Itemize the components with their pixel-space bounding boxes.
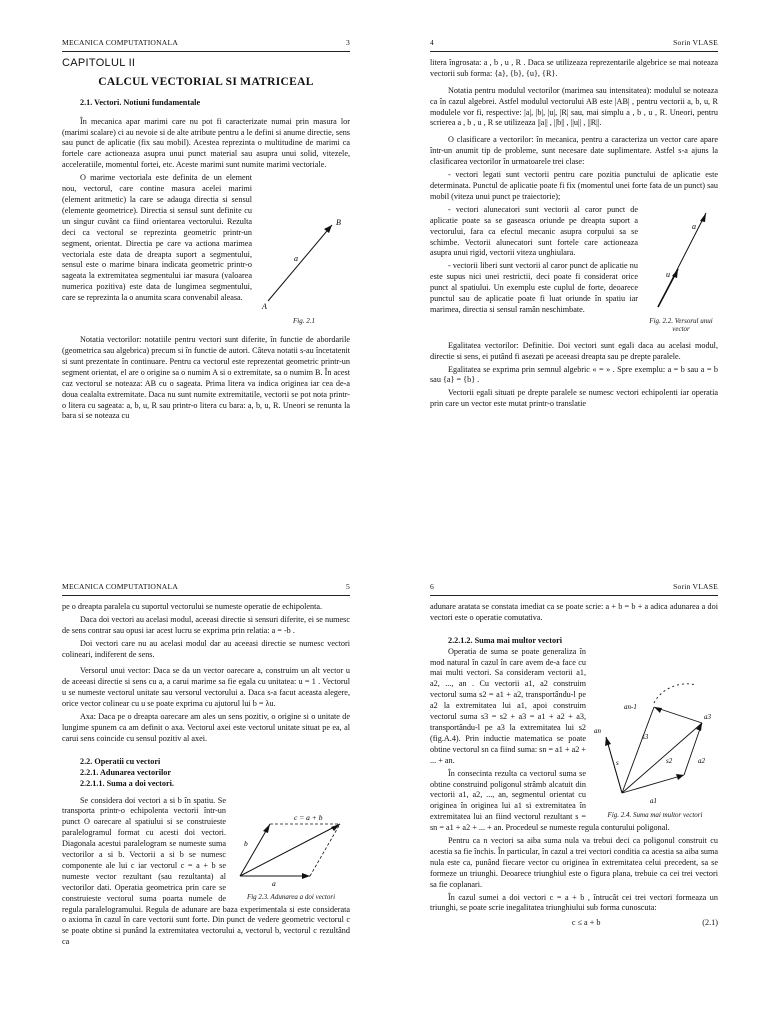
paragraph: O clasificare a vectorilor: în mecanica, pentru a caracteriza un vector care apare într-un anumit tip de probleme, sunt necesare date suplimentare. Astfel s-a ajuns la clasificarea vectorilor în urmatoarele trei clase: [430, 135, 718, 167]
figure-2-2 [644, 207, 718, 333]
paragraph: Axa: Daca pe o dreapta oarecare am ales un sens pozitiv, o origine si o unitate de lungime spunem ca am definit o axa. Vectorul axei este vectorul unitate situat pe ea, al carui sens coincide cu sensul pozitiv al axei. [62, 712, 350, 743]
header-title: MECANICA COMPUTATIONALA [62, 38, 179, 47]
page-header [430, 38, 718, 52]
page-header [430, 582, 718, 596]
resultant-label: c = a + b [294, 812, 323, 822]
page-header [62, 38, 350, 52]
page-5 [62, 582, 350, 950]
equation: c ≤ a + b [571, 918, 601, 928]
paragraph: Se considera doi vectori a si b în spatiu. Se transporta printr-o echipolenta vectorii într-un punct O oarecare al spatiului si se construieste paralelogramul format cu acesti doi vectori. Diagonala acestui paralelogram se numeste suma vectorilor a si b. Vectorii a si b se numesc componente ale lui c iar vectorul c = a + b se numeste vector rezultant (sau rezultanta) al vectorilor dati. Operatia geometrica prin care se construieste vectorul suma poarta numele de regula paralelogramului. Regula de adunare are baza experimentala si este considerata o axioma în cazul în care vectorii sunt forte. Din punct de vedere geometric vectorul c se poate obtine si punând la extremitatea vectorului a, vectorul b, vectorul c rezultând ca [62, 795, 350, 947]
section-heading: 2.2. Operatii cu vectori [80, 756, 161, 766]
page-6 [430, 582, 718, 929]
paragraph: Operatia de suma se poate generaliza în mod natural în cazul în care avem de-a face cu mai multi vectori. Sa consideram vectorii a1, a2, ..., an . Cu vectorii a1, a2 construim vectorul suma s2 = a1 + a2, transportându-l pe a2 la extremitatea lui a1, apoi construim vectorul suma s3 = s2 + a3 = a1 + a2 + a3, transportându-l pe a3 la extremitatea lui s2 (fig.A.4). Prin inductie matematica se poate obtine vectorul sn ca fiind suma: sn = a1 + a2 + ... + an. [430, 646, 586, 765]
page-number: 5 [346, 582, 350, 591]
header-title: MECANICA COMPUTATIONALA [62, 582, 179, 591]
subsubsection-heading: 2.2.1.1. Suma a doi vectori. [80, 778, 174, 788]
vector-a-label: a [272, 878, 276, 888]
figure-2-4 [592, 667, 718, 819]
vector-b-label: b [244, 838, 248, 848]
chapter-label: CAPITOLUL II [62, 56, 136, 69]
point-b-label: B [336, 218, 341, 228]
page-number: 6 [430, 582, 434, 591]
paragraph: Egalitatea vectorilor: Definitie. Doi vectori sunt egali daca au acelasi modul, directie si sens, ei putând fi asezati pe aceeasi dreapta sau pe drepte paralele. [430, 340, 718, 361]
figure-2-1 [258, 213, 350, 325]
paragraph: - vectorii liberi sunt vectorii al caror punct de aplicatie nu este supus nici unei restrictii, deci poate fi considerat orice punct al spatiului. Un exemplu este cuplul de forte, deoarece punctul sau de aplicatie poate fi luat oriunde în spatiu iar marimea, directia si sensul ramân neschimbate. [430, 261, 638, 314]
subsection-heading: 2.2.1. Adunarea vectorilor [80, 767, 172, 777]
paragraph: În consecinta rezulta ca vectorul suma se obtine construind poligonul strâmb alcatuit din vectorii a1, a2, ..., an, segmentul orientat cu originea în originea lui a1 si extremitatea în extremitatea lui an fiind vectorul rezultant s = sn = a1 + a2 + ... + an. Procedeul se numeste regula conturului poligonal. [430, 768, 670, 833]
vector-a2-label: a2 [698, 756, 705, 765]
paragraph: Doi vectori care nu au acelasi modul dar au aceeasi directie se numesc vectori colineari, indiferent de sens. [62, 638, 350, 659]
vector-s3-label: s3 [642, 732, 649, 741]
figure-caption: Fig. 2.2. Versorul unui vector [649, 316, 713, 333]
paragraph: - vectori legati sunt vectorii pentru care pozitia punctului de aplicatie este determinata. Punctul de aplicatie poate fi fix (momentul unei forte fata de un punct) sau mobil (viteza unui punct pe traiectorie); [430, 170, 718, 201]
page-number: 4 [430, 38, 434, 47]
paragraph: Versorul unui vector: Daca se da un vector oarecare a, construim un alt vector u de aceeasi directie si sens cu a, a carui marime sa fie egala cu unitatea: u = 1 . Vectorul u se numeste vectorul unitate sau versorul vectorului a. Daca s-a facut aceasta alegere, orice vector colinear cu u se poate exprima cu ajutorul lui b = λu. [62, 666, 350, 709]
paragraph: O marime vectoriala este definita de un element nou, vectorul, care contine masura acelei marimi (element aritmetic) la care se adauga directia si sensul (elemente geometrice). Directia si sensul sunt definite cu un singur cuvânt ca fiind orientarea vectorului. Rezulta deci ca vectorul se reprezinta geometric printr-un segment, orientat. Directia pe care va actiona marimea vectoriala este data de dreapta suport a segmentului, sensul este o marime binara indicata geometric printr-o sageata la extremitatea segmentului iar masura (valoarea numerica pozitiva) este data de lungimea segmentului, care se reprezinta la o anumita scara convenabil aleasa. [62, 173, 252, 303]
vector-a-label: a [692, 221, 696, 231]
paragraph: În mecanica apar marimi care nu pot fi caracterizate numai prin masura lor (marimi scalare) ci au nevoie si de alte atribute pentru a le defini si anume directie, sens sau punct de aplicatie (fix sau mobil). Acestea reprezinta o multitudine de marimi ca fortele care actioneaza asupra unui punct material sau asupra unui solid, vitezele, acceleratiile, momentul fortei, etc. Aceste marimi sunt numite marimi vectoriale. [62, 116, 350, 170]
paragraph: pe o dreapta paralela cu suportul vectorului se numeste operatie de echipolenta. [62, 601, 323, 611]
vector-s2-label: s2 [666, 756, 673, 765]
versor-u-label: u [666, 269, 670, 279]
paragraph: litera îngrosata: a , b , u , R . Daca se utilizeaza reprezentarile algebrice se mai noteaza vectorii sub forma: {a}, {b}, {u}, {R}. [430, 57, 718, 78]
parallelogram-diagram [232, 810, 350, 890]
paragraph: Notatia vectorilor: notatiile pentru vectori sunt diferite, în functie de abordarile (geometrica sau algebrica) precum si în functie de autori. Câteva notatii s-au încetatenit si sunt prezentate în continuare. Pentru ca vectorul este reprezentat geometric printr-un segment orientat, el are o origine sa o numim A si o extremitate, sa o numim B. În acest caz vectorul se noteaza: AB cu o sageata. Prima litera va indica originea iar cea de-a doua cealalta extremitate. Daca nu sunt numite extremitatile, vectorii se pot nota printr-o litera cu sageata: a, b, u, R sau printr-o litera cu bara: a, b, u, R. Uneori se renunta la bara si se noteaza cu [62, 335, 350, 421]
figure-2-3 [232, 810, 350, 902]
equation-number: (2.1) [702, 918, 718, 928]
paragraph: adunare aratata se constata imediat ca se poate scrie: a + b = b + a adica adunarea a doi vectori este o operatie comutativa. [430, 601, 718, 622]
paragraph: Pentru ca n vectori sa aiba suma nula va trebui deci ca poligonul construit cu acestia sa fie închis. În particular, în cazul a trei vectori conditia ca acestia sa aiba suma nula este ca, punând fiecare vector cu originea în extremitatea celui precedent, sa se formeze un triunghi. Deoarece triunghiul este o figura plana, trebuie ca cei trei vectori sa fie coplanari. [430, 836, 718, 889]
vector-an-1-label: an-1 [624, 702, 637, 711]
vector-a3-label: a3 [704, 712, 711, 721]
subsubsection-heading: 2.2.1.2. Suma mai multor vectori [448, 635, 563, 645]
figure-caption: Fig 2.3. Adunarea a doi vectori [246, 893, 336, 902]
chapter-title: CALCUL VECTORIAL SI MATRICEAL [98, 75, 314, 88]
polygon-sum-diagram [592, 667, 718, 807]
paragraph: În cazul sumei a doi vectori c = a + b , întrucât cei trei vectori formeaza un triunghi, se poate scrie inegalitatea triunghiului sub forma cunoscuta: [430, 892, 718, 913]
section-heading: 2.1. Vectori. Notiuni fundamentale [80, 97, 201, 107]
header-author: Sorin VLASE [673, 582, 718, 591]
header-author: Sorin VLASE [673, 38, 718, 47]
vector-a1-label: a1 [650, 796, 657, 805]
paragraph: Daca doi vectori au acelasi modul, aceeasi directie si sensuri diferite, ei se numesc de sens contrar sau opusi iar acest lucru se exprima prin relatia: a = -b . [62, 614, 350, 635]
vector-ab-diagram [258, 213, 350, 313]
paragraph: Vectorii egali situati pe drepte paralele se numesc vectori echipolenti iar operatia prin care un vector este mutat printr-o translatie [430, 388, 718, 409]
equation-2-1 [430, 918, 718, 929]
figure-caption: Fig. 2.4. Suma mai multor vectori [607, 810, 703, 819]
paragraph: - vectori alunecatori sunt vectorii al caror punct de aplicatie poate sa se gaseasca oriunde pe dreapta suport a vectorului, fara ca efectul mecanic asupra corpului sa se schimbe. Vectorii alunecatori sunt fortele care actioneaza asupra unui rigid, vectorii viteza unghiulara. [430, 204, 638, 258]
paragraph: Egalitatea se exprima prin semnul algebric « = » . Spre exemplu: a = b sau a = b sau {a} = {b} . [430, 364, 718, 385]
point-a-label: A [262, 302, 267, 312]
page-number: 3 [346, 38, 350, 47]
paragraph: Notatia pentru modulul vectorilor (marimea sau intensitatea): modulul se noteaza ca în cazul algebrei. Astfel modulul vectorului AB este |AB| , pentru vectorii a, b, u, R modulele vor fi, respective: |a|, |b|, |u|, |R| sau, mai simplu a , b , u , R. Uneori, pentru scrierea a , b , u , R se utilizeaza ||a|| , ||b|| , ||u|| , ||R||. [430, 85, 718, 128]
figure-caption: Fig. 2.1 [293, 317, 315, 326]
versor-diagram [644, 207, 718, 313]
vector-s-label: s [616, 758, 619, 767]
page-4 [430, 38, 718, 412]
vector-a-label: a [294, 254, 298, 264]
page-3 [62, 38, 350, 424]
vector-an-label: an [594, 726, 601, 735]
page-header [62, 582, 350, 596]
